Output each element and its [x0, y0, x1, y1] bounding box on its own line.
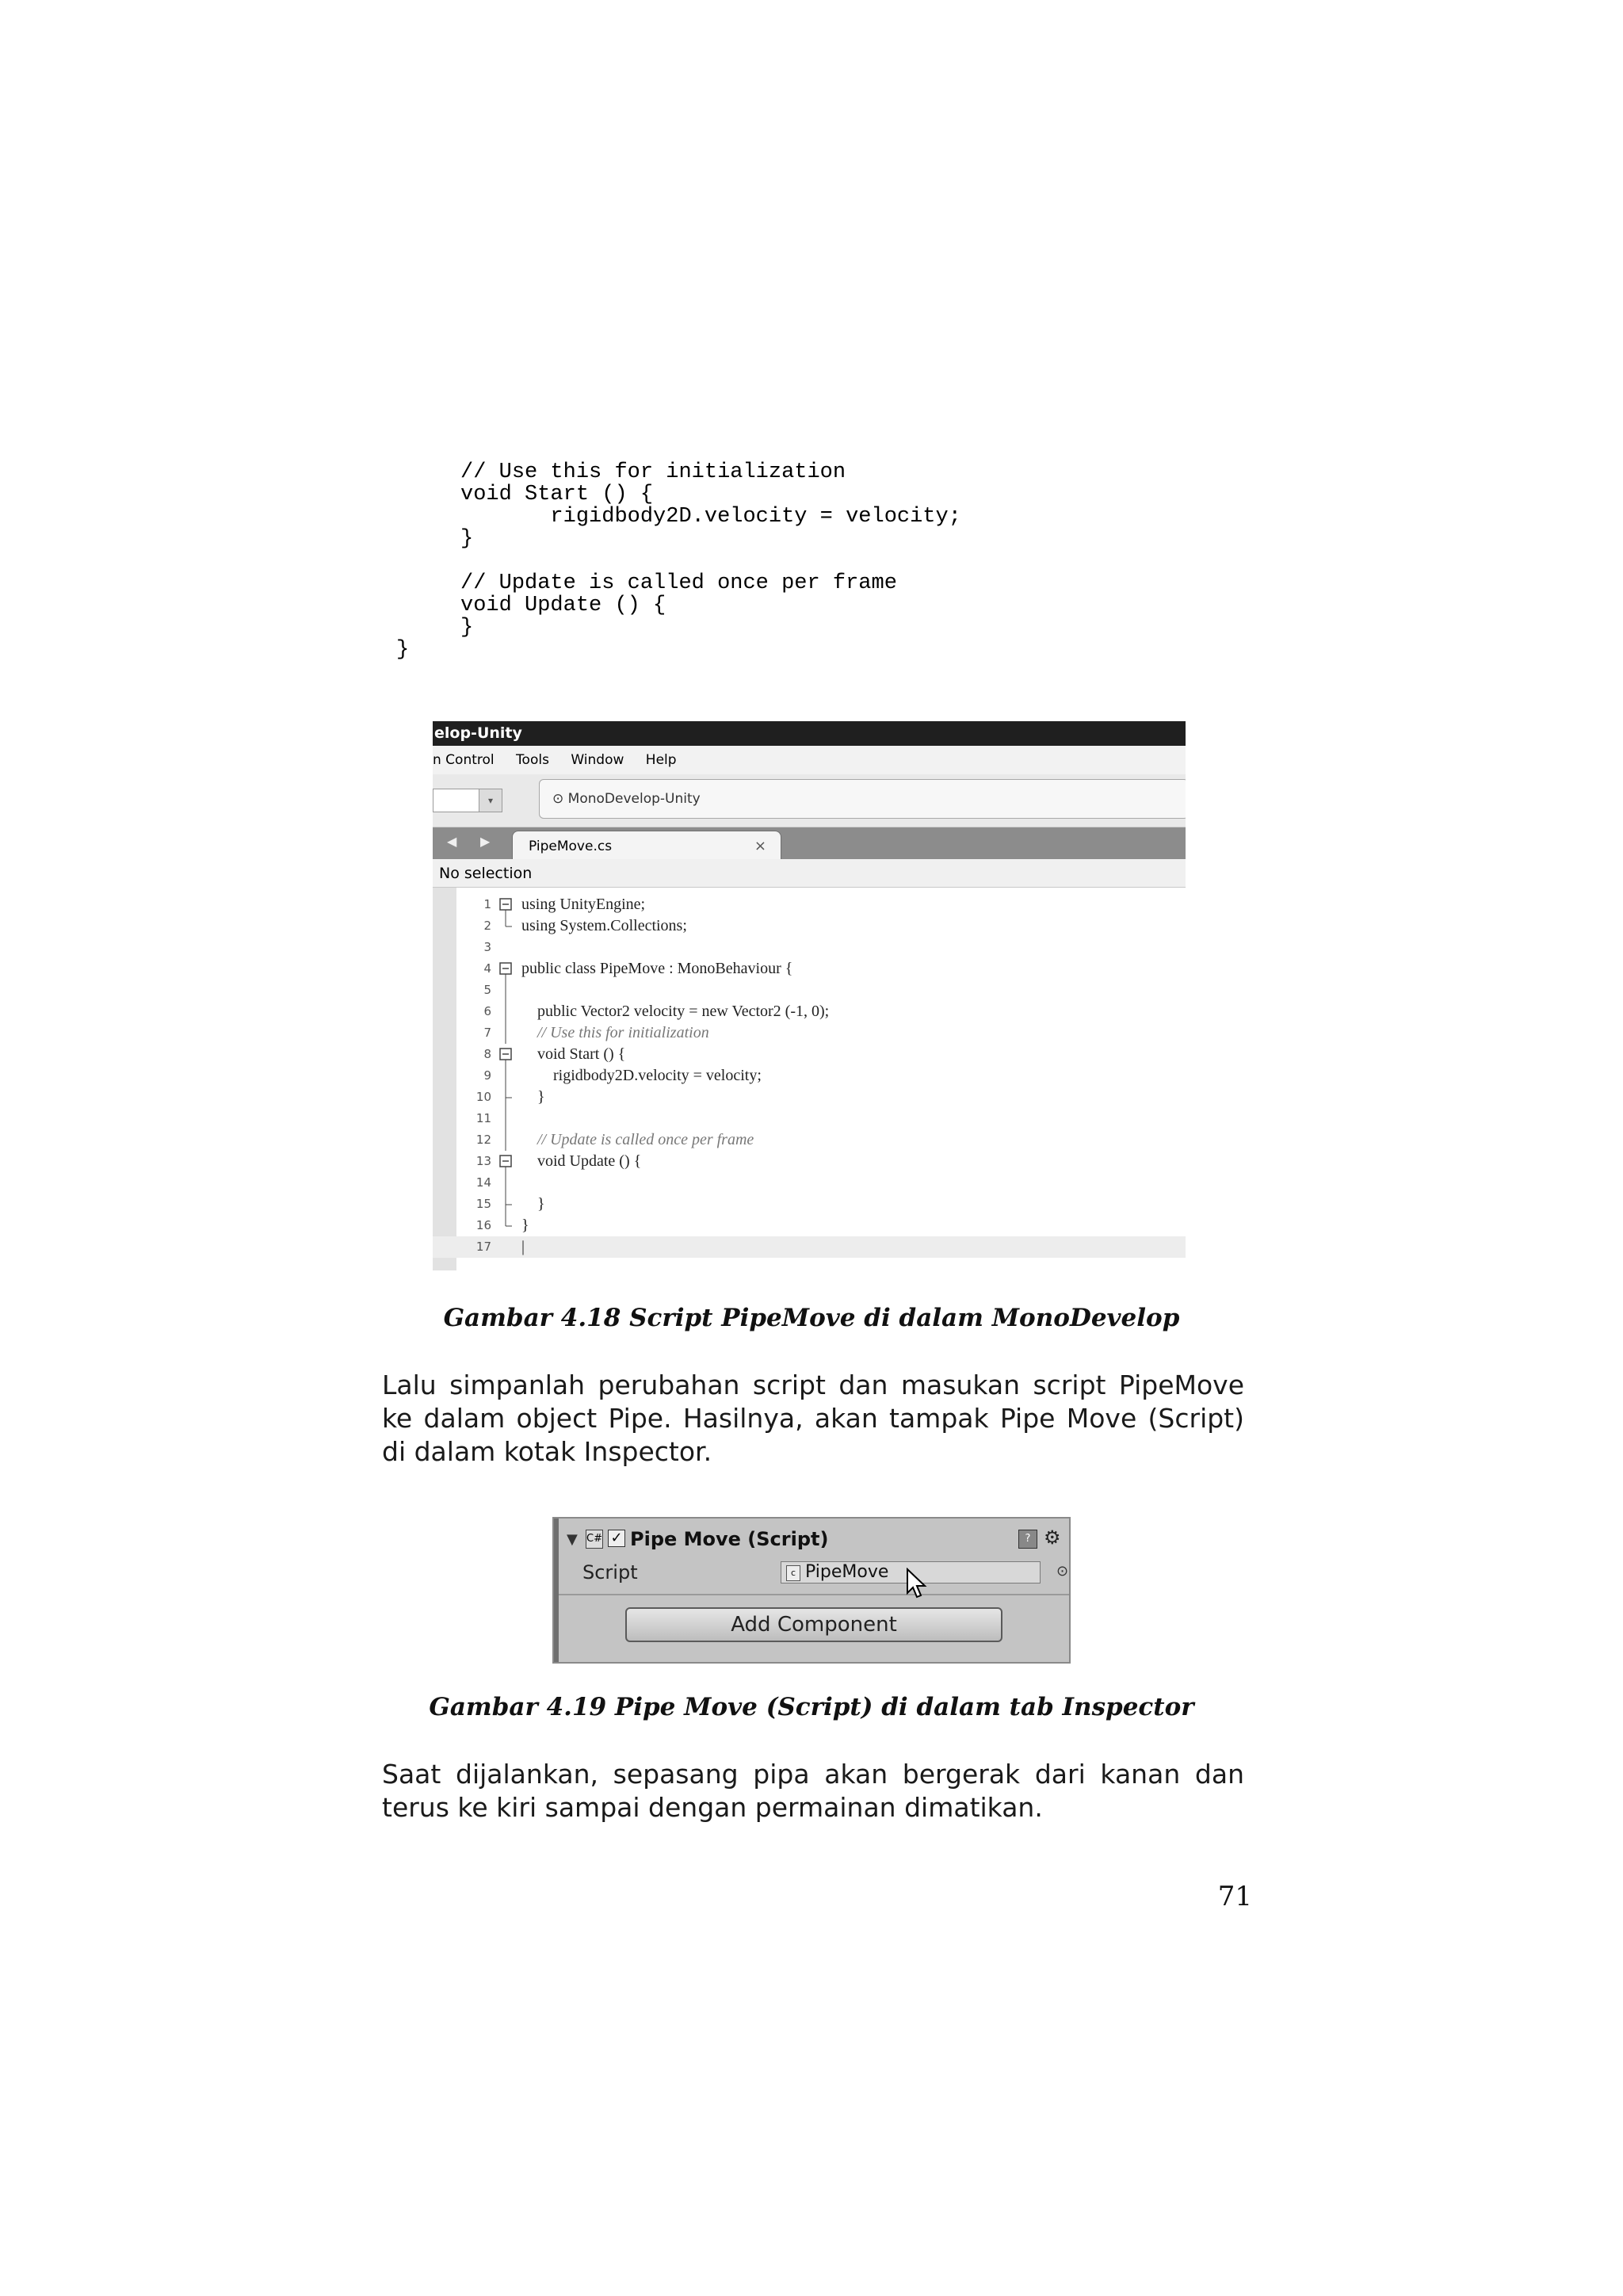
menu-item-tools[interactable]: Tools — [516, 752, 549, 768]
target-icon: ⊙ — [552, 791, 564, 807]
mouse-cursor-icon — [906, 1568, 930, 1599]
line-number: 8 — [483, 1047, 491, 1061]
foldout-triangle-icon[interactable]: ▼ — [567, 1531, 578, 1548]
editor-line[interactable] — [433, 1151, 1186, 1172]
code-text: } — [521, 1088, 545, 1106]
code-line: } — [396, 527, 474, 551]
line-number: 10 — [475, 1090, 491, 1104]
code-listing — [396, 461, 961, 661]
monodevelop-screenshot — [433, 721, 1186, 1270]
fold-guide — [498, 1194, 515, 1215]
fold-guide — [498, 1087, 515, 1108]
editor-line[interactable] — [433, 915, 1186, 937]
fold-toggle-icon[interactable] — [498, 958, 515, 980]
figure-caption-4-18: Gambar 4.18 Script PipeMove di dalam MonoDevelop — [443, 1304, 1180, 1332]
line-number: 14 — [475, 1175, 491, 1190]
editor-line[interactable] — [433, 1001, 1186, 1022]
editor-line[interactable] — [433, 1194, 1186, 1215]
toolbar — [433, 774, 1186, 827]
fold-toggle-icon[interactable] — [498, 1151, 515, 1172]
line-number: 4 — [483, 961, 491, 976]
chevron-down-icon: ▾ — [479, 789, 502, 812]
editor-line[interactable] — [433, 980, 1186, 1001]
code-text: using System.Collections; — [521, 917, 687, 934]
editor-line[interactable] — [433, 1044, 1186, 1065]
line-number: 15 — [475, 1197, 491, 1211]
editor-line[interactable] — [433, 1065, 1186, 1087]
paragraph-2: Saat dijalankan, sepasang pipa akan bergerak dari kanan dan terus ke kiri sampai dengan permainan dimatikan. — [382, 1759, 1244, 1823]
fold-toggle-icon[interactable] — [498, 894, 515, 915]
code-line: // Update is called once per frame — [396, 571, 897, 595]
code-text: | — [521, 1238, 525, 1255]
script-label: Script — [582, 1561, 638, 1584]
fold-guide — [498, 980, 515, 1001]
editor-line[interactable] — [433, 937, 1186, 958]
paragraph-1: Lalu simpanlah perubahan script dan masukan script PipeMove ke dalam object Pipe. Hasilnya, akan tampak Pipe Move (Script) di dalam kotak Inspector. — [382, 1370, 1244, 1467]
line-number: 7 — [483, 1026, 491, 1040]
editor-line[interactable] — [433, 1172, 1186, 1194]
code-text: } — [521, 1195, 545, 1213]
fold-guide — [498, 1108, 515, 1129]
inspector-screenshot — [552, 1517, 1071, 1664]
component-title: Pipe Move (Script) — [630, 1528, 829, 1550]
editor-line[interactable] — [433, 1236, 1186, 1258]
menu-item-help[interactable]: Help — [645, 752, 677, 768]
line-number: 9 — [483, 1068, 491, 1083]
fold-guide — [498, 915, 515, 937]
editor-line[interactable] — [433, 1087, 1186, 1108]
add-component-button[interactable]: Add Component — [625, 1607, 1002, 1642]
menu-item-window[interactable]: Window — [571, 752, 624, 768]
line-number: 13 — [475, 1154, 491, 1168]
fold-guide — [498, 1065, 515, 1087]
code-text: // Update is called once per frame — [521, 1131, 754, 1148]
line-number: 3 — [483, 940, 491, 954]
editor-line[interactable] — [433, 1129, 1186, 1151]
gear-icon[interactable]: ⚙ — [1044, 1526, 1061, 1549]
code-text: } — [521, 1217, 529, 1234]
editor-line[interactable] — [433, 894, 1186, 915]
script-icon: C# — [586, 1530, 603, 1549]
code-line: rigidbody2D.velocity = velocity; — [396, 505, 961, 529]
component-header — [559, 1519, 1071, 1558]
script-value: PipeMove — [805, 1562, 889, 1582]
code-line: void Update () { — [396, 594, 666, 617]
fold-toggle-icon[interactable] — [498, 1044, 515, 1065]
script-field-row — [559, 1558, 1071, 1590]
script-file-icon: c — [786, 1565, 800, 1581]
forward-arrow-icon[interactable]: ▶ — [480, 834, 491, 849]
fold-guide — [498, 1022, 515, 1044]
fold-guide — [498, 1129, 515, 1151]
menu-bar — [433, 746, 1186, 774]
close-icon[interactable]: × — [754, 838, 766, 854]
fold-guide — [498, 1215, 515, 1236]
code-text: void Start () { — [521, 1045, 626, 1063]
code-line: } — [396, 638, 410, 662]
help-book-icon[interactable]: ? — [1018, 1530, 1037, 1549]
line-number: 5 — [483, 983, 491, 997]
selection-bar[interactable]: No selection — [433, 859, 1186, 888]
config-dropdown[interactable] — [433, 789, 502, 812]
code-line: } — [396, 616, 474, 640]
tab-label: PipeMove.cs — [529, 839, 613, 854]
code-text: rigidbody2D.velocity = velocity; — [521, 1067, 762, 1084]
code-text: void Update () { — [521, 1152, 642, 1170]
line-number: 12 — [475, 1133, 491, 1147]
editor-line[interactable] — [433, 1108, 1186, 1129]
line-number: 17 — [475, 1240, 491, 1254]
code-text: public Vector2 velocity = new Vector2 (-1, 0); — [521, 1003, 830, 1020]
fold-blank — [498, 1236, 515, 1258]
code-line — [396, 550, 961, 572]
code-editor[interactable] — [433, 888, 1186, 1270]
line-number: 2 — [483, 919, 491, 933]
run-target-box[interactable] — [539, 779, 1186, 819]
line-number: 1 — [483, 897, 491, 911]
object-picker-icon[interactable]: ⊙ — [1056, 1563, 1069, 1580]
run-target-label: MonoDevelop-Unity — [567, 791, 701, 807]
fold-blank — [498, 937, 515, 958]
figure-caption-4-19: Gambar 4.19 Pipe Move (Script) di dalam tab Inspector — [429, 1693, 1194, 1721]
window-title: elop-Unity — [433, 721, 1186, 746]
editor-line[interactable] — [433, 1022, 1186, 1044]
enabled-checkbox[interactable]: ✓ — [608, 1530, 625, 1547]
line-number: 16 — [475, 1218, 491, 1232]
editor-line[interactable] — [433, 958, 1186, 980]
tab-bar — [433, 827, 1186, 859]
code-text: using UnityEngine; — [521, 896, 646, 913]
fold-guide — [498, 1172, 515, 1194]
back-arrow-icon[interactable]: ◀ — [447, 834, 457, 849]
menu-item-version-control[interactable]: n Control — [433, 752, 495, 768]
code-line: // Use this for initialization — [396, 460, 846, 484]
fold-guide — [498, 1001, 515, 1022]
tab-pipemove[interactable] — [512, 831, 781, 861]
editor-line[interactable] — [433, 1215, 1186, 1236]
code-text: // Use this for initialization — [521, 1024, 709, 1041]
code-text: public class PipeMove : MonoBehaviour { — [521, 960, 793, 977]
line-number: 11 — [475, 1111, 491, 1125]
code-line: void Start () { — [396, 483, 654, 506]
page-number: 71 — [1217, 1881, 1252, 1912]
line-number: 6 — [483, 1004, 491, 1018]
divider — [559, 1594, 1071, 1595]
